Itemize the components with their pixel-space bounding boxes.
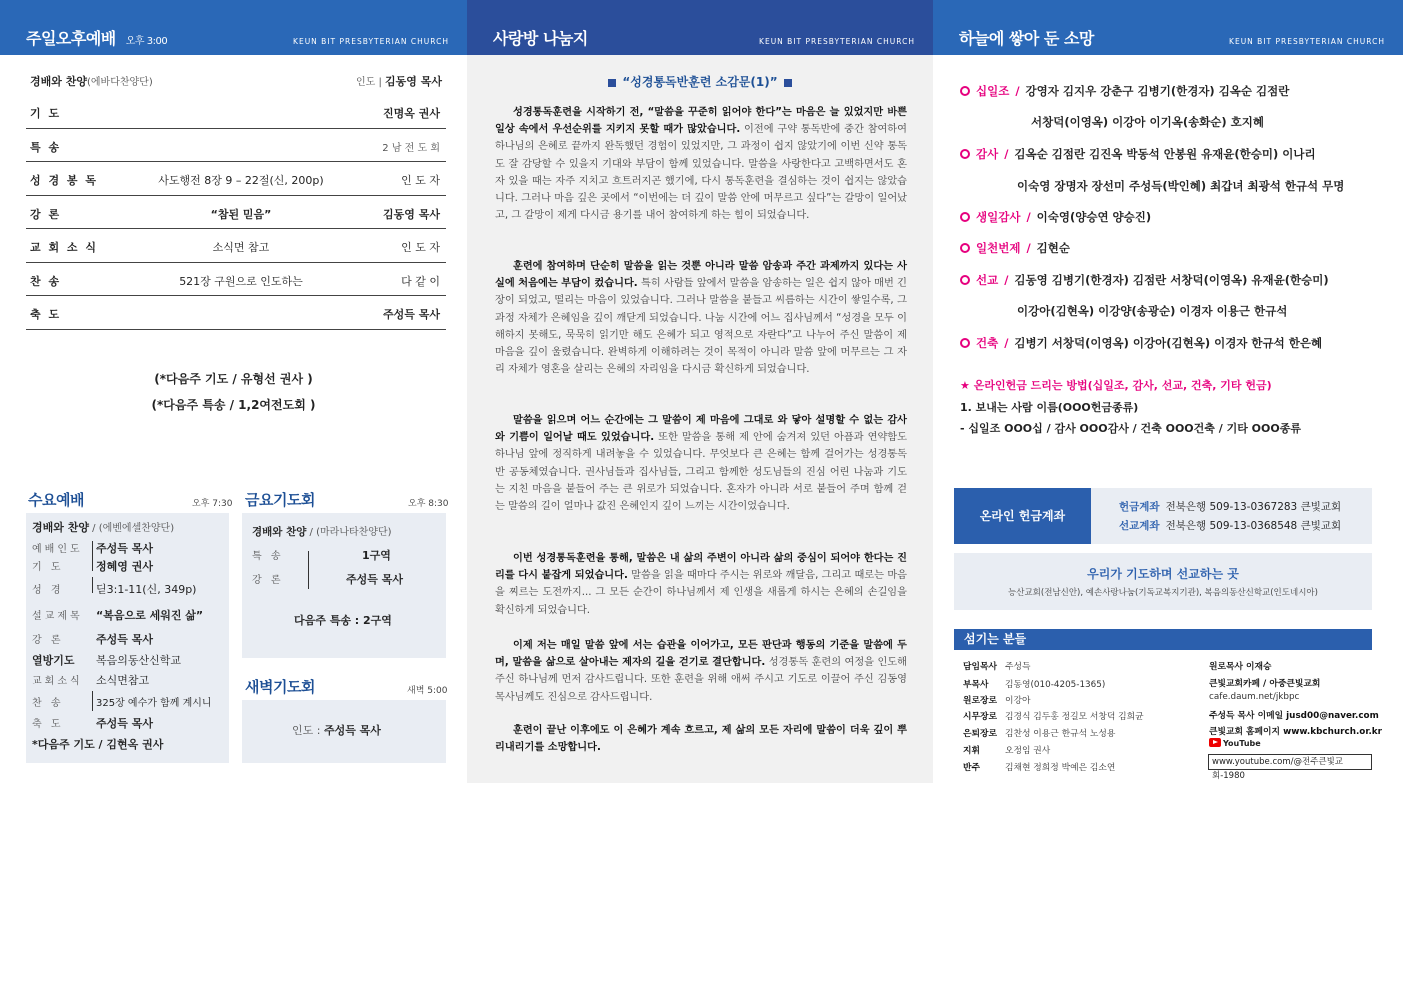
offering-item: 감사 / 김옥순 김점란 김진옥 박동석 안봉원 유재윤(한승미) 이나리 <box>960 146 1316 162</box>
square-bullet-icon <box>608 79 616 87</box>
sermon-title: “참된 믿음” <box>210 207 272 221</box>
friday-box <box>242 513 446 658</box>
article-paragraph <box>495 104 907 224</box>
paragraph-text: 성경통독 훈련의 여정을 인도해 주신 하나님께 먼저 감사드립니다. 또한 훈련을 위해 애써 주시고 기도로 이끌어 주신 김동영 목사님께도 진심으로 감사드립니다. <box>495 657 907 703</box>
offering-panel <box>933 0 1403 992</box>
mission-title: 우리가 기도하며 선교하는 곳 <box>1087 567 1239 581</box>
staff-name: 오정임 권사 <box>1005 746 1051 756</box>
article-title: “성경통독반훈련 소감문(1)” <box>622 75 778 89</box>
staff-role: 담임목사 <box>963 662 997 672</box>
paragraph-emphasis: 성경통독훈련을 시작하기 전, “말씀을 꾸준히 읽어야 한다”는 마음은 늘 있었지만 바쁜 일상 속에서 우선순위를 지키지 못할 때가 많았습니다. <box>495 107 907 136</box>
order-person: 다 같 이 <box>401 274 440 288</box>
order-content: 사도행전 8장 9 – 22절(신, 200p) <box>158 174 324 187</box>
cafe-label: 큰빛교회카페 / 아중큰빛교회 <box>1209 679 1321 689</box>
panel-title: 주일오후예배 <box>26 29 116 48</box>
circle-bullet-icon <box>960 212 970 222</box>
paragraph-text: 말씀을 읽을 때마다 주시는 위로와 깨달음, 그리고 때로는 마음을 찌르는 도전까지... 그 모든 순간이 하나님께서 제 인생을 새롭게 하시는 은혜의 손길임을 확신하게 되었습니다. <box>495 570 907 616</box>
offering-names: 이숙영(양승연 양승진) <box>1036 210 1152 224</box>
dawn-title: 새벽기도회 <box>245 678 315 696</box>
sharing-panel <box>467 0 933 992</box>
square-bullet-icon <box>784 79 792 87</box>
church-name: KEUN BIT PRESBYTERIAN CHURCH <box>1229 37 1385 46</box>
account-number: 전북은행 509-13-0368548 큰빛교회 <box>1165 520 1342 532</box>
offering-item: 십일조 / 강영자 김지우 강춘구 김병기(한경자) 김옥순 김점란 <box>960 83 1289 99</box>
order-person: 인 도 자 <box>401 174 440 187</box>
order-person: 김동영 목사 <box>383 207 440 221</box>
row-label: 기 도 <box>32 562 64 573</box>
order-row <box>26 196 446 230</box>
offering-item: 선교 / 김동영 김병기(한경자) 김점란 서창덕(이영옥) 유재윤(한승미) <box>960 272 1329 288</box>
row-value: 딛3:1-11(신, 349p) <box>96 583 197 596</box>
order-label: 기 도 <box>30 107 62 120</box>
account-label: 온라인 헌금계좌 <box>954 488 1091 544</box>
pastor-email-link[interactable]: 주성득 목사 이메일 jusd00@naver.com <box>1209 711 1379 721</box>
staff-name: 주성득 <box>1005 662 1031 672</box>
next-week-note: 다음주 특송 : 2구역 <box>294 614 392 627</box>
leader-name: 김동영 목사 <box>385 75 442 88</box>
row-label: 강 론 <box>252 575 284 586</box>
order-row <box>26 229 446 263</box>
friday-time: 오후 8:30 <box>408 499 449 509</box>
divider <box>92 541 93 571</box>
staff-role: 지휘 <box>963 746 980 756</box>
row-value: 정혜영 권사 <box>96 560 153 573</box>
next-week-prayer: (*다음주 기도 / 유형선 권사 ) <box>154 372 313 386</box>
order-row <box>26 263 446 297</box>
mission-list: 능산교회(전남신안), 예손사랑나눔(기독교복지기관), 복음의동산신학교(인도네시아) <box>1008 588 1318 598</box>
order-label: 찬 송 <box>30 274 62 288</box>
paragraph-emphasis: 이제 저는 매일 말씀 앞에 서는 습관을 이어가고, 모든 판단과 행동의 기준을 말씀에 두며, 말씀을 삶으로 살아내는 제자의 길을 걷기로 결단합니다. <box>495 640 907 669</box>
row-label: 교회소식 <box>32 676 83 687</box>
lead-label: 인도 : <box>292 724 324 737</box>
staff-role: 반주 <box>963 763 980 773</box>
order-content: 소식면 참고 <box>212 241 270 254</box>
praise-group: / (마라나타찬양단) <box>306 527 392 538</box>
worship-panel <box>0 0 467 992</box>
row-label: 설교제목 <box>32 611 83 622</box>
paragraph-text: 이전에 구약 통독반에 중간 참여하여 하나님의 은혜로 끝까지 완독했던 경험이 있었지만, 그 과정이 쉽지 않았기에 이번 신약 통독도 잘 감당할 수 있을지 기대와 부담이 함께 있었습니다. 말씀을 사랑한다고 고백하면서도 혼자 있을 때는 자주 지치고 흐트러지곤 했기에, 다시 통독훈련을 결심하는 것이 쉽지는 않았습니다. 그러나 마음 깊은 곳에서 “이번에는 더 깊이 말씀 안에 머무르고 싶다”는 갈망이 일어났고, 그 갈망이 제게 다시금 용기를 내어 참여하게 하는 힘이 되었습니다. <box>495 124 907 222</box>
panel-title: 하늘에 쌓아 둔 소망 <box>959 29 1094 48</box>
order-of-worship <box>26 95 446 330</box>
row-value: 소식면참고 <box>96 674 150 687</box>
staff-name: 김찬성 이용근 한규석 노성용 <box>1005 729 1116 739</box>
offering-names: 김병기 서창덕(이영옥) 이강아(김현옥) 이경자 한규석 한은혜 <box>1014 336 1323 350</box>
order-label: 축 도 <box>30 308 62 321</box>
online-offering-step: 1. 보내는 사람 이름(OOO헌금종류) <box>960 401 1139 414</box>
article-paragraph <box>495 258 907 378</box>
staff-row <box>963 693 1031 706</box>
offering-names: 김동영 김병기(한경자) 김점란 서창덕(이영옥) 유재윤(한승미) <box>1014 273 1329 287</box>
staff-row <box>963 743 1050 756</box>
order-person: 진명옥 권사 <box>383 107 440 120</box>
staff-row <box>963 726 1115 739</box>
order-row <box>26 129 446 163</box>
dawn-time: 새벽 5:00 <box>407 686 448 696</box>
row-label: 성 경 <box>32 585 64 596</box>
row-value: 주성득 목사 <box>96 633 153 646</box>
praise-group: (에바다찬양단) <box>86 77 153 88</box>
staff-title: 섬기는 분들 <box>954 629 1372 650</box>
circle-bullet-icon <box>960 86 970 96</box>
panel-header <box>933 0 1403 55</box>
staff-name: 김동영(010-4205-1365) <box>1005 680 1106 690</box>
church-name: KEUN BIT PRESBYTERIAN CHURCH <box>293 37 449 46</box>
staff-role: 은퇴장로 <box>963 729 997 739</box>
wednesday-title: 수요예배 <box>28 491 84 509</box>
order-label: 성 경 봉 독 <box>30 174 98 187</box>
next-week-special-song: (*다음주 특송 / 1,2여전도회 ) <box>151 398 316 412</box>
offering-type: 선교 <box>976 273 999 287</box>
article-paragraph <box>495 550 907 619</box>
staff-role: 원로장로 <box>963 696 997 706</box>
offering-names: 김현순 <box>1036 241 1070 255</box>
praise-label: 경배와 찬양 <box>30 75 87 88</box>
row-label: 열방기도 <box>32 654 75 667</box>
panel-header <box>467 0 933 55</box>
praise-group: / (에벤에셀찬양단) <box>88 523 175 534</box>
account-type: 헌금계좌 <box>1119 501 1160 513</box>
order-row <box>26 95 446 129</box>
article-paragraph <box>495 637 907 706</box>
row-value: 주성득 목사 <box>346 573 403 586</box>
dawn-box <box>242 700 446 763</box>
circle-bullet-icon <box>960 149 970 159</box>
row-value: 주성득 목사 <box>96 717 153 730</box>
paragraph-emphasis: 훈련이 끝난 이후에도 이 은혜가 계속 흐르고, 제 삶의 모든 자리에 말씀이 더욱 깊이 뿌리내리기를 소망합니다. <box>495 725 907 754</box>
staff-row <box>963 709 1144 722</box>
offering-type: 생일감사 <box>976 210 1021 224</box>
friday-title: 금요기도회 <box>245 491 315 509</box>
account-number: 전북은행 509-13-0367283 큰빛교회 <box>1165 501 1342 513</box>
cafe-link[interactable]: cafe.daum.net/jkbpc <box>1209 692 1300 702</box>
staff-name: 이강아 <box>1005 696 1031 706</box>
offering-type: 십일조 <box>976 84 1010 98</box>
divider <box>92 691 93 711</box>
wednesday-time: 오후 7:30 <box>192 499 233 509</box>
offering-names-cont: 이강아(김현옥) 이강양(송광순) 이경자 이용근 한규석 <box>1017 304 1288 318</box>
row-value: 주성득 목사 <box>96 542 153 555</box>
row-label: 찬 송 <box>32 698 64 709</box>
lead-name: 주성득 목사 <box>323 724 381 737</box>
order-label: 교 회 소 식 <box>30 241 98 254</box>
order-row <box>26 162 446 196</box>
circle-bullet-icon <box>960 338 970 348</box>
mission-box <box>954 553 1372 610</box>
online-account-box <box>954 488 1372 544</box>
paragraph-emphasis: 이번 성경통독훈련을 통해, 말씀은 내 삶의 주변이 아니라 삶의 중심이 되어야 한다는 진리를 다시 붙잡게 되었습니다. <box>495 553 907 582</box>
youtube-play-icon <box>1209 738 1221 747</box>
staff-row <box>963 760 1115 773</box>
order-person: 주성득 목사 <box>383 308 440 321</box>
church-name: KEUN BIT PRESBYTERIAN CHURCH <box>759 37 915 46</box>
order-label: 특 송 <box>30 140 62 154</box>
circle-bullet-icon <box>960 243 970 253</box>
online-offering-example: - 십일조 OOO십 / 감사 OOO감사 / 건축 OOO건축 / 기타 OOO종류 <box>960 422 1301 435</box>
order-person: 인 도 자 <box>401 241 440 254</box>
online-offering-title: ★ 온라인헌금 드리는 방법(십일조, 감사, 선교, 건축, 기타 헌금) <box>960 379 1272 392</box>
order-person: 2 남 전 도 회 <box>382 142 440 154</box>
article-paragraph <box>495 412 907 515</box>
offering-names-cont: 이숙영 장명자 장선미 주성득(박인혜) 최갑녀 최광석 한규석 무명 <box>1017 179 1345 193</box>
order-content: 521장 구원으로 인도하는 <box>179 274 303 288</box>
offering-type: 건축 <box>976 336 999 350</box>
praise-label: 경배와 찬양 <box>252 526 307 538</box>
row-label: 강 론 <box>32 635 64 646</box>
staff-row <box>963 677 1105 690</box>
staff-role: 부목사 <box>963 680 989 690</box>
panel-title: 사랑방 나눔지 <box>493 29 588 48</box>
article-paragraph <box>495 722 907 756</box>
staff-name: 김경식 김두홍 정길모 서창덕 김희균 <box>1005 712 1144 722</box>
homepage-link[interactable]: 큰빛교회 홈페이지 www.kbchurch.or.kr <box>1209 727 1382 737</box>
order-label: 강 론 <box>30 207 62 221</box>
offering-item: 건축 / 김병기 서창덕(이영옥) 이강아(김현옥) 이경자 한규석 한은혜 <box>960 335 1322 351</box>
offering-names: 김옥순 김점란 김진옥 박동석 안봉원 유재윤(한승미) 이나리 <box>1014 147 1316 161</box>
paragraph-text: 또한 말씀을 통해 제 안에 숨겨져 있던 아픔과 연약함도 하나님 앞에 정직하게 내려놓을 수 있었습니다. 무엇보다 큰 은혜는 함께 걸어가는 성경통독반 공동체였습니다. 권사님들과 집사님들, 그리고 함께한 성도님들의 진심 어린 나눔과 기도는 지친 마음을 붙들어 주는 큰 위로가 되었습니다. 혼자가 아니라 서로 붙들어 주며 함께 걷는 말씀의 길이 얼마나 값진 은혜인지 깊이 느끼는 시간이었습니다. <box>495 432 907 513</box>
paragraph-emphasis: 훈련에 참여하며 단순히 말씀을 읽는 것뿐 아니라 말씀 암송과 주간 과제까지 있다는 사실에 처음에는 부담이 컸습니다. <box>495 261 907 290</box>
row-value: 복음의동산신학교 <box>96 654 182 667</box>
row-label: 축 도 <box>32 719 64 730</box>
staff-row <box>963 659 1031 672</box>
divider <box>308 551 309 589</box>
account-type: 선교계좌 <box>1119 520 1160 532</box>
next-week-note: *다음주 기도 / 김현옥 권사 <box>32 738 164 751</box>
youtube-link[interactable]: www.youtube.com/@전주큰빛교회-1980 <box>1208 754 1372 770</box>
panel-header <box>0 0 467 55</box>
offering-names-cont: 서창덕(이영옥) 이강아 이기옥(송화순) 호지혜 <box>1031 115 1264 129</box>
emeritus-pastor: 원로목사 이재승 <box>1209 662 1272 672</box>
offering-item: 생일감사 / 이숙영(양승연 양승진) <box>960 209 1151 225</box>
offering-names: 강영자 김지우 강춘구 김병기(한경자) 김옥순 김점란 <box>1025 84 1290 98</box>
article-title-row <box>467 73 933 90</box>
row-value: 1구역 <box>362 549 391 562</box>
order-row <box>26 296 446 330</box>
circle-bullet-icon <box>960 275 970 285</box>
row-value: “복음으로 세워진 삶” <box>96 609 204 622</box>
leader-label: 인도 | <box>355 77 386 88</box>
row-label: 예배인도 <box>32 544 83 555</box>
praise-label: 경배와 찬양 <box>32 521 89 534</box>
paragraph-text: 특히 사람들 앞에서 말씀을 암송하는 일은 쉽지 않아 매번 긴장이 되었고, 떨리는 마음이 있었습니다. 그러나 말씀을 붙들고 씨름하는 시간이 쌓일수록, 그 과정 자체가 은혜임을 깊이 깨닫게 되었습니다. 나눔 시간에 어느 집사님께서 “성경을 모두 이해하지 못해도, 묵묵히 읽기만 해도 은혜가 되고 영적으로 자란다”고 나누어 주신 말씀이 제 마음을 깊이 울렸습니다. 완벽하게 이해하려는 것이 목적이 아니라 말씀 앞에 머무르는 그 자리 자체가 영혼을 살리는 은혜의 자리임을 다시금 확신하게 되었습니다. <box>495 278 907 376</box>
row-label: 특 송 <box>252 551 284 562</box>
row-value: 325장 예수가 함께 계시니 <box>96 698 212 709</box>
youtube-wordmark: YouTube <box>1223 739 1261 748</box>
wednesday-box <box>26 513 229 763</box>
divider <box>92 577 93 593</box>
staff-name: 김채현 정희정 박예은 김소연 <box>1005 763 1116 773</box>
offering-type: 일천번제 <box>976 241 1021 255</box>
offering-item: 일천번제 / 김현순 <box>960 240 1070 256</box>
youtube-logo <box>1209 738 1261 748</box>
service-time: 오후 3:00 <box>125 36 168 47</box>
paragraph-emphasis: 말씀을 읽으며 어느 순간에는 그 말씀이 제 마음에 그대로 와 닿아 설명할 수 없는 감사와 기쁨이 일어날 때도 있었습니다. <box>495 415 907 444</box>
staff-role: 시무장로 <box>963 712 997 722</box>
offering-type: 감사 <box>976 147 999 161</box>
praise-row <box>30 73 442 89</box>
